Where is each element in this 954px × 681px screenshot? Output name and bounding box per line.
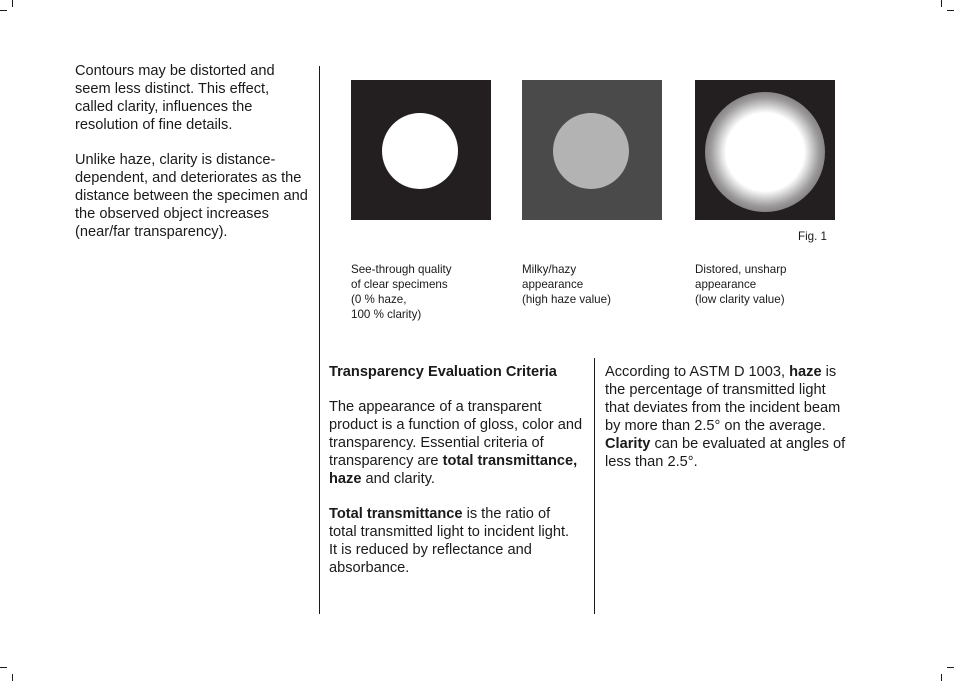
intro-paragraph-2: Unlike haze, clarity is distance-dependent, and deteriorates as the distance between the specimen and the observed object increases (near/far transparency). (75, 152, 308, 240)
figure-label: Fig. 1 (798, 230, 827, 243)
transmittance-paragraph: Total transmittance is the ratio of total transmitted light to incident light. It is reduced by reflectance and absorbance. (329, 506, 570, 576)
column-divider-right (594, 358, 595, 614)
figure-caption-hazy: Milky/hazy appearance (high haze value) (522, 263, 611, 306)
crop-mark (947, 667, 954, 668)
bold-haze-term: haze (789, 364, 822, 380)
crop-mark (0, 667, 7, 668)
sharp-white-disc (382, 113, 458, 189)
crop-mark (12, 674, 13, 681)
criteria-paragraph: The appearance of a transparent product is a function of gloss, color and transparency. Essential criteria of transparency are total transmittance, haze and clarity. (329, 399, 583, 487)
figure-caption-low-clarity: Distored, unsharp appearance (low clarity value) (695, 263, 787, 306)
intro-paragraph-1: Contours may be distorted and seem less distinct. This effect, called clarity, influences the resolution of fine details. (75, 63, 275, 133)
bold-clarity-term: Clarity (605, 435, 651, 452)
section-heading: Transparency Evaluation Criteria (329, 364, 557, 380)
bold-haze: haze (329, 470, 362, 487)
column-divider-left (319, 66, 320, 614)
crop-mark (941, 674, 942, 681)
crop-mark (0, 10, 7, 11)
blurred-white-disc (705, 92, 825, 212)
crop-mark (941, 0, 942, 7)
haze-definition-paragraph: According to ASTM D 1003, haze is the percentage of transmitted light that deviates from the incident beam by more than 2.5° on the average. Clarity can be evaluated at angles of less than 2.5°. (605, 364, 846, 470)
clear-specimen-illustration (351, 80, 491, 220)
low-clarity-specimen-illustration (695, 80, 835, 220)
bold-total-transmittance-term: Total transmittance (329, 506, 463, 522)
gray-disc (553, 113, 629, 189)
crop-mark (947, 10, 954, 11)
figure-caption-clear: See-through quality of clear specimens (0 % haze, 100 % clarity) (351, 263, 452, 321)
bold-total-transmittance: total transmittance, (442, 452, 578, 469)
crop-mark (12, 0, 13, 7)
hazy-specimen-illustration (522, 80, 662, 220)
